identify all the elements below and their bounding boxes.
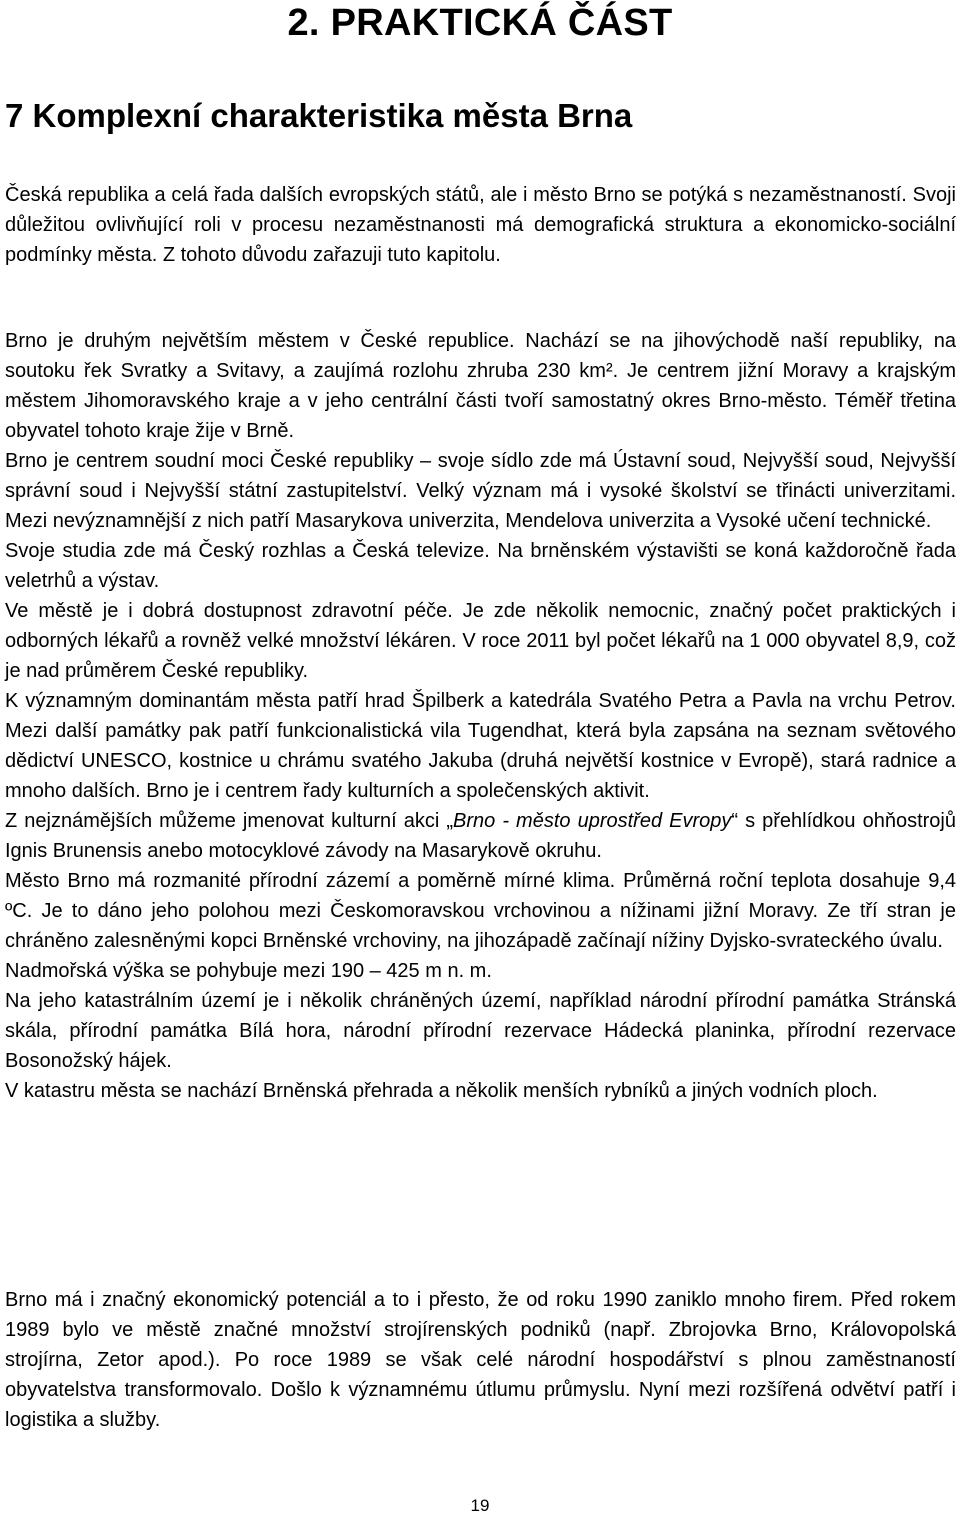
intro-block [5, 180, 956, 270]
main-section-block [5, 326, 956, 1106]
paragraph-altitude: Nadmořská výška se pohybuje mezi 190 – 425 m n. m. [5, 960, 492, 982]
paragraph-climate: Město Brno má rozmanité přírodní zázemí a poměrně mírné klima. Průměrná roční teplota dosahuje 9,4 ºC. Je to dáno jeho polohou mezi Českomoravskou vrchovinou a nížinami jižní Moravy. Ze tří stran je chráněno zalesněnými kopci Brněnské vrchoviny, na jihozápadě začínají nížiny Dyjsko-svrateckého úvalu. [5, 870, 956, 952]
paragraph-media-fairs: Svoje studia zde má Český rozhlas a Česká televize. Na brněnském výstavišti se koná každoročně řada veletrhů a výstav. [5, 540, 956, 592]
chapter-title: 7 Komplexní charakteristika města Brna [5, 97, 633, 134]
intro-paragraph: Česká republika a celá řada dalších evropských států, ale i město Brno se potýká s nezaměstnaností. Svoji důležitou ovlivňující roli v procesu nezaměstnanosti má demografická struktura a ekonomicko-sociální podmínky města. Z tohoto důvodu zařazuji tuto kapitolu. [5, 184, 956, 266]
paragraph-water: V katastru města se nachází Brněnská přehrada a několik menších rybníků a jiných vodních ploch. [5, 1080, 878, 1102]
festival-rest: s přehlídkou ohňostrojů Ignis Brunensis anebo motocyklové závody na Masarykově okruhu. [5, 810, 956, 862]
economy-block [5, 1285, 956, 1435]
page-number: 19 [470, 1496, 490, 1515]
paragraph-judiciary-education: Brno je centrem soudní moci České republiky – svoje sídlo zde má Ústavní soud, Nejvyšší soud, Nejvyšší správní soud i Nejvyšší státní zastupitelství. Velký význam má i vysoké školství se třinácti univerzitami. Mezi nevýznamnější z nich patří Masarykova univerzita, Mendelova univerzita a Vysoké učení technické. [5, 450, 956, 532]
paragraph-festival [5, 806, 956, 866]
paragraph-location: Brno je druhým největším městem v České republice. Nachází se na jihovýchodě naší republiky, na soutoku řek Svratky a Svitavy, a zaujímá rozlohu zhruba 230 km². Je centrem jižní Moravy a krajským městem Jihomoravského kraje a v jeho centrální části tvoří samostatný okres Brno-město. Téměř třetina obyvatel tohoto kraje žije v Brně. [5, 330, 956, 442]
paragraph-protected-areas: Na jeho katastrálním území je i několik chráněných území, například národní přírodní památka Stránská skála, přírodní památka Bílá hora, národní přírodní rezervace Hádecká planinka, přírodní rezervace Bosonožský hájek. [5, 990, 956, 1072]
festival-quote-open: „ [446, 810, 454, 832]
festival-quote-close: “ [731, 810, 739, 832]
festival-title: Brno - město uprostřed Evropy [453, 810, 732, 832]
festival-lead: Z nejznámějších můžeme jmenovat kulturní akci [5, 810, 447, 832]
paragraph-healthcare: Ve městě je i dobrá dostupnost zdravotní péče. Je zde několik nemocnic, značný počet praktických i odborných lékařů a rovněž velké množství lékáren. V roce 2011 byl počet lékařů na 1 000 obyvatel 8,9, což je nad průměrem České republiky. [5, 600, 956, 682]
part-title: 2. PRAKTICKÁ ČÁST [287, 2, 673, 44]
economy-paragraph: Brno má i značný ekonomický potenciál a to i přesto, že od roku 1990 zaniklo mnoho firem. Před rokem 1989 bylo ve městě značné množství strojírenských podniků (např. Zbrojovka Brno, Královopolská strojírna, Zetor apod.). Po roce 1989 se však celé národní hospodářství s plnou zaměstnaností obyvatelstva transformovalo. Došlo k významnému útlumu průmyslu. Nyní mezi rozšířená odvětví patří i logistika a služby. [5, 1289, 956, 1431]
paragraph-landmarks: K významným dominantám města patří hrad Špilberk a katedrála Svatého Petra a Pavla na vrchu Petrov. Mezi další památky pak patří funkcionalistická vila Tugendhat, která byla zapsána na seznam světového dědictví UNESCO, kostnice u chrámu svatého Jakuba (druhá největší kostnice v Evropě), stará radnice a mnoho dalších. Brno je i centrem řady kulturních a společenských aktivit. [5, 690, 956, 802]
